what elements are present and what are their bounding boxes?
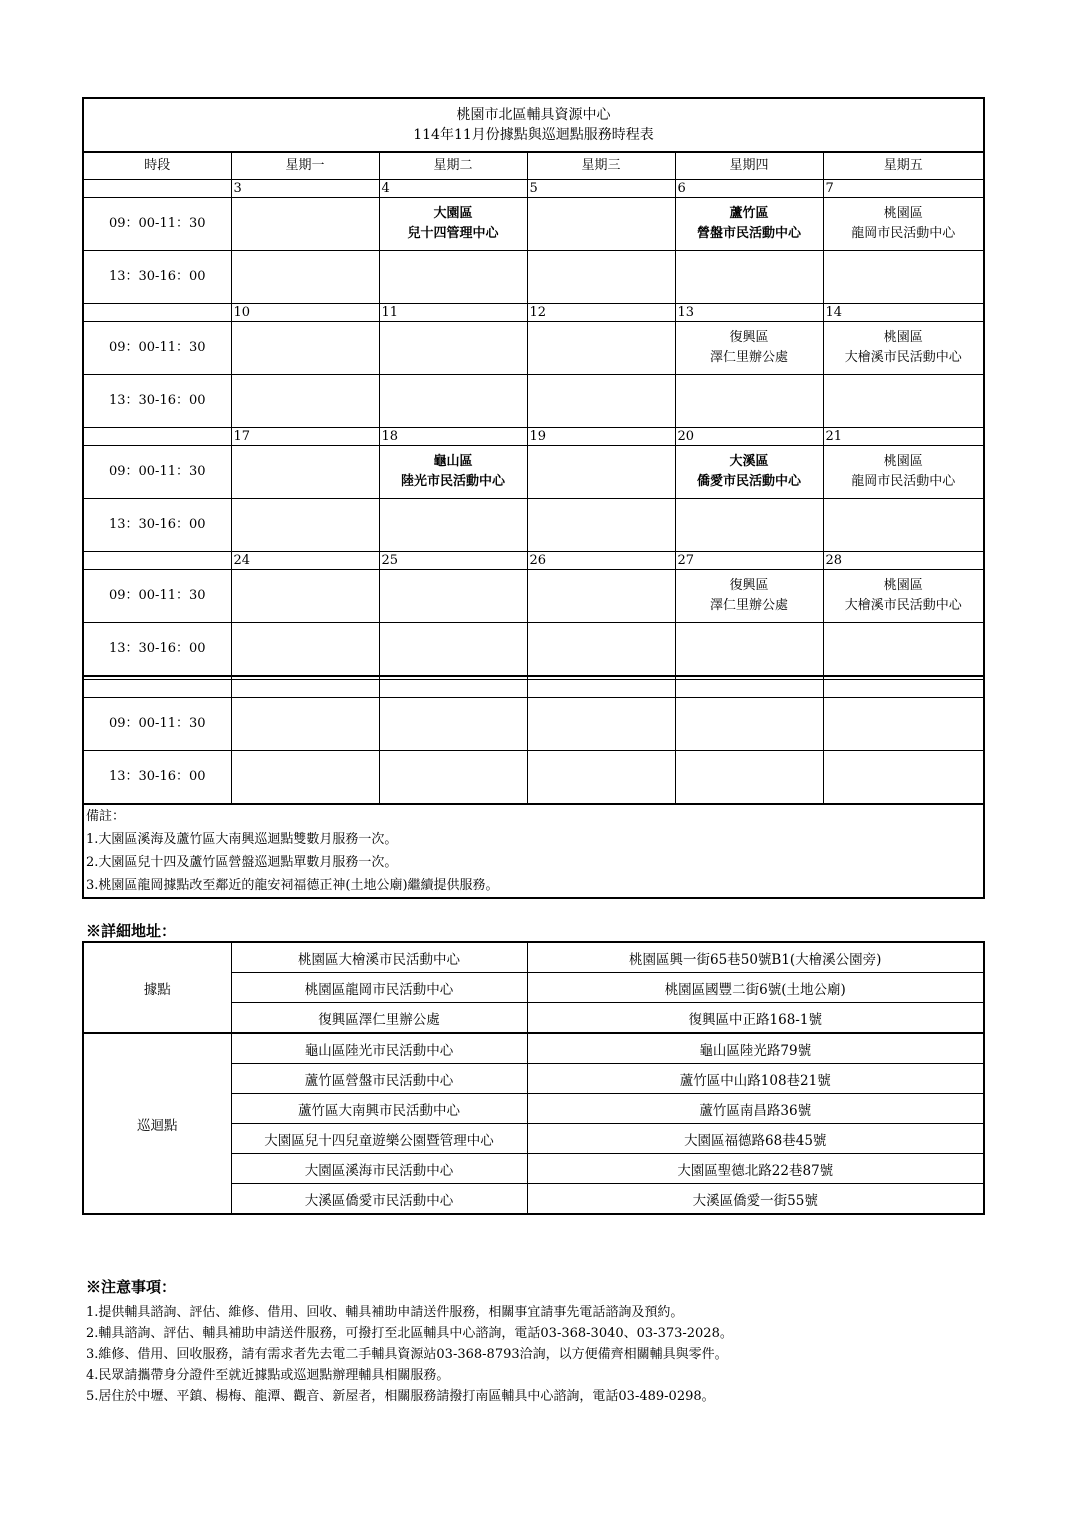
date-cell-empty xyxy=(527,680,675,698)
venue-name: 僑愛市民活動中心 xyxy=(696,474,801,489)
time-slot-morning: 09：00-11：30 xyxy=(83,446,231,499)
venue-address: 桃園區國豐二街6號(土地公廟) xyxy=(527,973,984,1003)
service-location-cell xyxy=(379,251,527,304)
date-cell: 24 xyxy=(231,552,379,570)
header-time-slot: 時段 xyxy=(83,152,231,180)
service-location-cell xyxy=(527,499,675,552)
service-location-cell xyxy=(675,698,823,751)
service-location-cell xyxy=(379,698,527,751)
district-name: 復興區 xyxy=(729,330,769,345)
date-cell: 27 xyxy=(675,552,823,570)
afternoon-slot-row xyxy=(83,751,984,805)
address-row xyxy=(83,1033,984,1064)
venue-name: 營盤市民活動中心 xyxy=(696,226,801,241)
week-date-row xyxy=(83,304,984,322)
service-location-cell xyxy=(675,623,823,677)
date-cell-empty xyxy=(823,680,984,698)
afternoon-slot-row xyxy=(83,499,984,552)
service-location-cell xyxy=(527,698,675,751)
service-location-cell xyxy=(823,322,984,375)
note-item: 1.大園區溪海及蘆竹區大南興巡迴點雙數月服務一次。 xyxy=(86,832,398,847)
service-location-cell xyxy=(823,251,984,304)
notice-section-title: ※注意事項： xyxy=(86,1278,177,1296)
service-location-cell xyxy=(231,375,379,428)
date-cell: 14 xyxy=(823,304,984,322)
district-name: 桃園區 xyxy=(883,578,923,593)
date-cell: 17 xyxy=(231,428,379,446)
service-location-cell xyxy=(823,198,984,251)
venue-name: 兒十四管理中心 xyxy=(407,226,499,241)
service-location-cell xyxy=(231,198,379,251)
service-location-cell xyxy=(675,751,823,805)
district-name: 大園區 xyxy=(433,206,473,221)
service-location-cell xyxy=(231,499,379,552)
afternoon-slot-row xyxy=(83,623,984,677)
venue-name: 大園區兒十四兒童遊樂公園暨管理中心 xyxy=(231,1124,527,1154)
service-location-cell xyxy=(675,446,823,499)
note-item: 3.桃園區龍岡據點改至鄰近的龍安祠福德正神(土地公廟)繼續提供服務。 xyxy=(86,878,499,893)
service-location-cell xyxy=(379,322,527,375)
service-location-cell xyxy=(231,570,379,623)
venue-name: 大溪區僑愛市民活動中心 xyxy=(231,1184,527,1215)
service-location-cell xyxy=(823,698,984,751)
venue-address: 大溪區僑愛一街55號 xyxy=(527,1184,984,1215)
date-cell: 19 xyxy=(527,428,675,446)
group-label-mobile: 巡迴點 xyxy=(83,1033,231,1214)
time-slot-afternoon: 13：30-16：00 xyxy=(83,375,231,428)
venue-name: 澤仁里辦公處 xyxy=(709,598,788,613)
header-tuesday: 星期二 xyxy=(379,152,527,180)
note-item: 2.大園區兒十四及蘆竹區營盤巡迴點單數月服務一次。 xyxy=(86,855,398,870)
venue-name: 桃園區大檜溪市民活動中心 xyxy=(231,942,527,973)
schedule-title xyxy=(83,98,984,152)
date-cell: 28 xyxy=(823,552,984,570)
time-slot-afternoon: 13：30-16：00 xyxy=(83,251,231,304)
date-cell: 11 xyxy=(379,304,527,322)
address-section-title: ※詳細地址： xyxy=(86,922,177,940)
header-monday: 星期一 xyxy=(231,152,379,180)
date-cell: 3 xyxy=(231,180,379,198)
header-wednesday: 星期三 xyxy=(527,152,675,180)
venue-name: 大檜溪市民活動中心 xyxy=(844,598,962,613)
venue-address: 蘆竹區南昌路36號 xyxy=(527,1094,984,1124)
time-slot-morning: 09：00-11：30 xyxy=(83,570,231,623)
date-cell: 26 xyxy=(527,552,675,570)
service-location-cell xyxy=(379,751,527,805)
time-slot-afternoon: 13：30-16：00 xyxy=(83,623,231,677)
venue-address: 龜山區陸光路79號 xyxy=(527,1033,984,1064)
service-location-cell xyxy=(823,623,984,677)
address-table xyxy=(82,941,985,1215)
service-location-cell xyxy=(675,570,823,623)
service-location-cell xyxy=(527,322,675,375)
time-slot-morning: 09：00-11：30 xyxy=(83,198,231,251)
date-cell: 25 xyxy=(379,552,527,570)
date-cell: 7 xyxy=(823,180,984,198)
venue-address: 復興區中正路168-1號 xyxy=(527,1003,984,1034)
service-location-cell xyxy=(675,499,823,552)
morning-slot-row xyxy=(83,322,984,375)
title-line-2: 114年11月份據點與巡迴點服務時程表 xyxy=(413,127,654,143)
venue-name: 桃園區龍岡市民活動中心 xyxy=(231,973,527,1003)
date-cell: 5 xyxy=(527,180,675,198)
venue-name: 復興區澤仁里辦公處 xyxy=(231,1003,527,1034)
service-location-cell xyxy=(527,375,675,428)
service-location-cell xyxy=(379,375,527,428)
service-location-cell xyxy=(527,198,675,251)
service-location-cell xyxy=(527,570,675,623)
morning-slot-row xyxy=(83,198,984,251)
schedule-table xyxy=(82,97,985,899)
service-location-cell xyxy=(379,623,527,677)
address-row xyxy=(83,942,984,973)
service-location-cell xyxy=(675,251,823,304)
venue-name: 龜山區陸光市民活動中心 xyxy=(231,1033,527,1064)
service-location-cell xyxy=(823,375,984,428)
title-line-1: 桃園市北區輔具資源中心 xyxy=(456,107,611,123)
district-name: 龜山區 xyxy=(433,454,473,469)
venue-name: 大檜溪市民活動中心 xyxy=(844,350,962,365)
morning-slot-row xyxy=(83,698,984,751)
service-location-cell xyxy=(379,499,527,552)
morning-slot-row xyxy=(83,446,984,499)
service-location-cell xyxy=(379,198,527,251)
date-cell-empty xyxy=(231,680,379,698)
service-location-cell xyxy=(527,446,675,499)
district-name: 桃園區 xyxy=(883,330,923,345)
header-thursday: 星期四 xyxy=(675,152,823,180)
venue-name: 蘆竹區大南興市民活動中心 xyxy=(231,1094,527,1124)
service-location-cell xyxy=(379,570,527,623)
district-name: 桃園區 xyxy=(883,206,923,221)
time-slot-morning: 09：00-11：30 xyxy=(83,698,231,751)
venue-name: 蘆竹區營盤市民活動中心 xyxy=(231,1064,527,1094)
district-name: 復興區 xyxy=(729,578,769,593)
notes-cell xyxy=(83,804,984,898)
date-cell-empty xyxy=(675,680,823,698)
venue-name: 澤仁里辦公處 xyxy=(709,350,788,365)
date-cell: 21 xyxy=(823,428,984,446)
time-slot-morning: 09：00-11：30 xyxy=(83,322,231,375)
header-friday: 星期五 xyxy=(823,152,984,180)
venue-name: 龍岡市民活動中心 xyxy=(851,226,956,241)
date-cell-empty xyxy=(83,552,231,570)
notice-item: 2.輔具諮詢、評估、輔具補助申請送件服務，可撥打至北區輔具中心諮詢，電話03-368-3040、03-373-2028。 xyxy=(86,1326,733,1341)
date-cell: 18 xyxy=(379,428,527,446)
service-location-cell xyxy=(527,751,675,805)
afternoon-slot-row xyxy=(83,375,984,428)
week-date-row xyxy=(83,428,984,446)
afternoon-slot-row xyxy=(83,251,984,304)
date-cell-empty xyxy=(83,180,231,198)
venue-address: 蘆竹區中山路108巷21號 xyxy=(527,1064,984,1094)
service-location-cell xyxy=(823,446,984,499)
district-name: 桃園區 xyxy=(883,454,923,469)
group-label-base: 據點 xyxy=(83,942,231,1033)
service-location-cell xyxy=(823,499,984,552)
service-location-cell xyxy=(231,322,379,375)
time-slot-afternoon: 13：30-16：00 xyxy=(83,499,231,552)
service-location-cell xyxy=(231,623,379,677)
district-name: 蘆竹區 xyxy=(729,206,769,221)
date-cell: 4 xyxy=(379,180,527,198)
date-cell-empty xyxy=(379,680,527,698)
service-location-cell xyxy=(823,570,984,623)
week-date-row xyxy=(83,680,984,698)
notice-item: 1.提供輔具諮詢、評估、維修、借用、回收、輔具補助申請送件服務，相關事宜請事先電話諮詢及預約。 xyxy=(86,1305,684,1320)
date-cell: 6 xyxy=(675,180,823,198)
date-cell-empty xyxy=(83,680,231,698)
notes-row xyxy=(83,804,984,898)
service-location-cell xyxy=(231,446,379,499)
venue-address: 大園區聖德北路22巷87號 xyxy=(527,1154,984,1184)
venue-address: 桃園區興一街65巷50號B1(大檜溪公園旁) xyxy=(527,942,984,973)
date-cell: 12 xyxy=(527,304,675,322)
notice-list xyxy=(86,1302,733,1407)
week-date-row xyxy=(83,552,984,570)
week-date-row xyxy=(83,180,984,198)
service-location-cell xyxy=(675,322,823,375)
service-location-cell xyxy=(379,446,527,499)
venue-address: 大園區福德路68巷45號 xyxy=(527,1124,984,1154)
notice-item: 5.居住於中壢、平鎮、楊梅、龍潭、觀音、新屋者，相關服務請撥打南區輔具中心諮詢，電話03-489-0298。 xyxy=(86,1389,715,1404)
service-location-cell xyxy=(823,751,984,805)
venue-name: 龍岡市民活動中心 xyxy=(851,474,956,489)
morning-slot-row xyxy=(83,570,984,623)
service-location-cell xyxy=(527,623,675,677)
date-cell-empty xyxy=(83,428,231,446)
notice-item: 3.維修、借用、回收服務，請有需求者先去電二手輔具資源站03-368-8793洽詢，以方便備齊相關輔具與零件。 xyxy=(86,1347,728,1362)
date-cell: 13 xyxy=(675,304,823,322)
service-location-cell xyxy=(675,375,823,428)
time-slot-afternoon: 13：30-16：00 xyxy=(83,751,231,805)
venue-name: 大園區溪海市民活動中心 xyxy=(231,1154,527,1184)
date-cell: 10 xyxy=(231,304,379,322)
district-name: 大溪區 xyxy=(729,454,769,469)
service-location-cell xyxy=(231,751,379,805)
venue-name: 陸光市民活動中心 xyxy=(400,474,505,489)
service-location-cell xyxy=(231,698,379,751)
service-location-cell xyxy=(675,198,823,251)
service-location-cell xyxy=(527,251,675,304)
date-cell-empty xyxy=(83,304,231,322)
notes-title: 備註： xyxy=(86,809,126,824)
date-cell: 20 xyxy=(675,428,823,446)
notice-item: 4.民眾請攜帶身分證件至就近據點或巡迴點辦理輔具相關服務。 xyxy=(86,1368,450,1383)
service-location-cell xyxy=(231,251,379,304)
